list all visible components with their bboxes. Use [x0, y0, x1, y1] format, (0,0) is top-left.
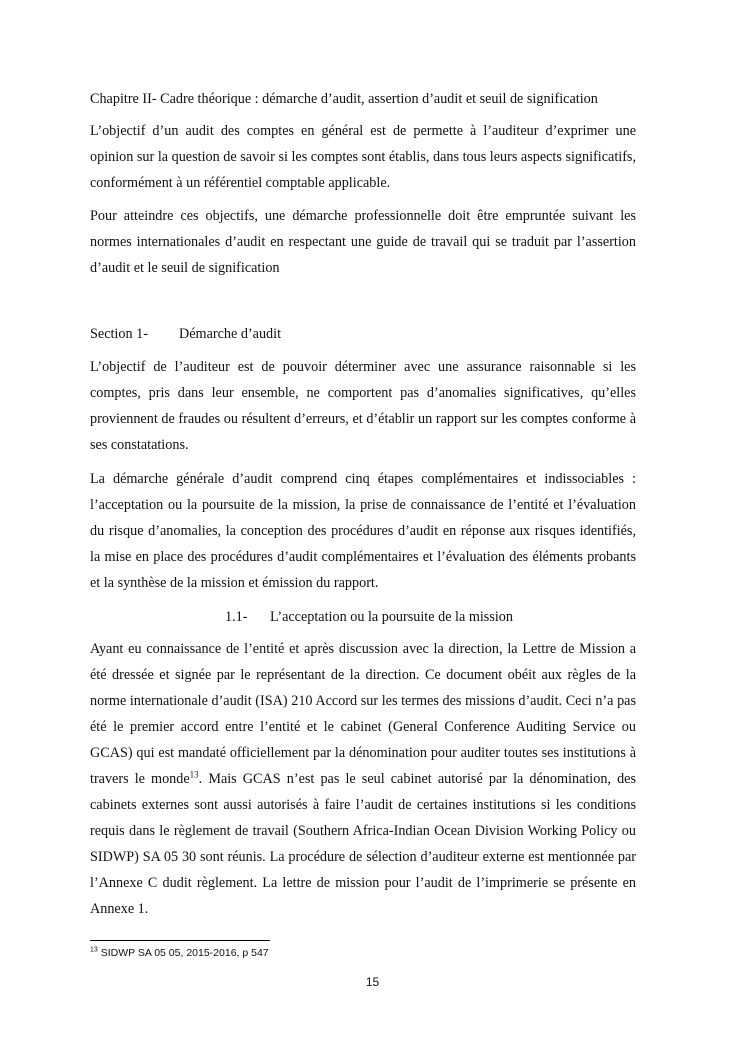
section-number: Section 1- [90, 326, 148, 342]
chapter-title: Chapitre II- Cadre théorique : démarche d’audit, assertion d’audit et seuil de signification [90, 91, 598, 107]
section-paragraph: L’objectif de l’auditeur est de pouvoir déterminer avec une assurance raisonnable si les comptes, pris dans leur ensemble, ne comportent pas d’anomalies significatives, qu’elles proviennent de fraudes ou résultent d’erreurs, et d’établir un rapport sur les comptes conforme à ses constatations. [90, 359, 636, 453]
footnote-separator [90, 940, 270, 941]
section-heading [90, 321, 281, 347]
subsection-paragraph [90, 636, 636, 922]
page-number: 15 [365, 975, 380, 989]
footnote [90, 946, 269, 960]
footnote-reference[interactable]: 13 [189, 769, 199, 780]
footnote-text: SIDWP SA 05 05, 2015-2016, p 547 [97, 947, 269, 959]
intro-paragraph: Pour atteindre ces objectifs, une démarche professionnelle doit être empruntée suivant les normes internationales d’audit en respectant une guide de travail qui se traduit par l’assertion d’audit et le seuil de signification [90, 208, 636, 276]
subsection-heading [225, 604, 513, 630]
intro-paragraph: L’objectif d’un audit des comptes en général est de permette à l’auditeur d’exprimer une opinion sur la question de savoir si les comptes sont établis, dans tous leurs aspects significatifs, conformément à un référentiel comptable applicable. [90, 123, 636, 191]
subsection-paragraph-text: Ayant eu connaissance de l’entité et après discussion avec la direction, la Lettre de Mission a été dressée et signée par le représentant de la direction. Ce document obéit aux règles de la norme internationale d’audit (ISA) 210 Accord sur les termes des missions d’audit. Ceci n’a pas été le premier accord entre l’entité et le cabinet (General Conference Auditing Service ou GCAS) qui est mandaté officiellement par la dénomination pour auditer toutes ses institutions à travers le monde [90, 641, 636, 787]
subsection-title: L’acceptation ou la poursuite de la mission [270, 609, 513, 625]
subsection-number: 1.1- [225, 609, 248, 625]
section-title: Démarche d’audit [179, 326, 282, 342]
section-paragraph: La démarche générale d’audit comprend cinq étapes complémentaires et indissociables : l’acceptation ou la poursuite de la mission, la prise de connaissance de l’entité et l’évaluation du risque d’anomalies, la conception des procédures d’audit en réponse aux risques identifiés, la mise en place des procédures d’audit complémentaires et l’évaluation des éléments probants et la synthèse de la mission et émission du rapport. [90, 471, 636, 591]
subsection-paragraph-text: . Mais GCAS n’est pas le seul cabinet autorisé par la dénomination, des cabinets externes sont aussi autorisés à faire l’audit de certaines institutions si les conditions requis dans le règlement de travail (Southern Africa-Indian Ocean Division Working Policy ou SIDWP) SA 05 30 sont réunis. La procédure de sélection d’auditeur externe est mentionnée par l’Annexe C dudit règlement. La lettre de mission pour l’audit de l’imprimerie se présente en Annexe 1. [90, 771, 636, 917]
footnote-number: 13 [90, 946, 98, 954]
